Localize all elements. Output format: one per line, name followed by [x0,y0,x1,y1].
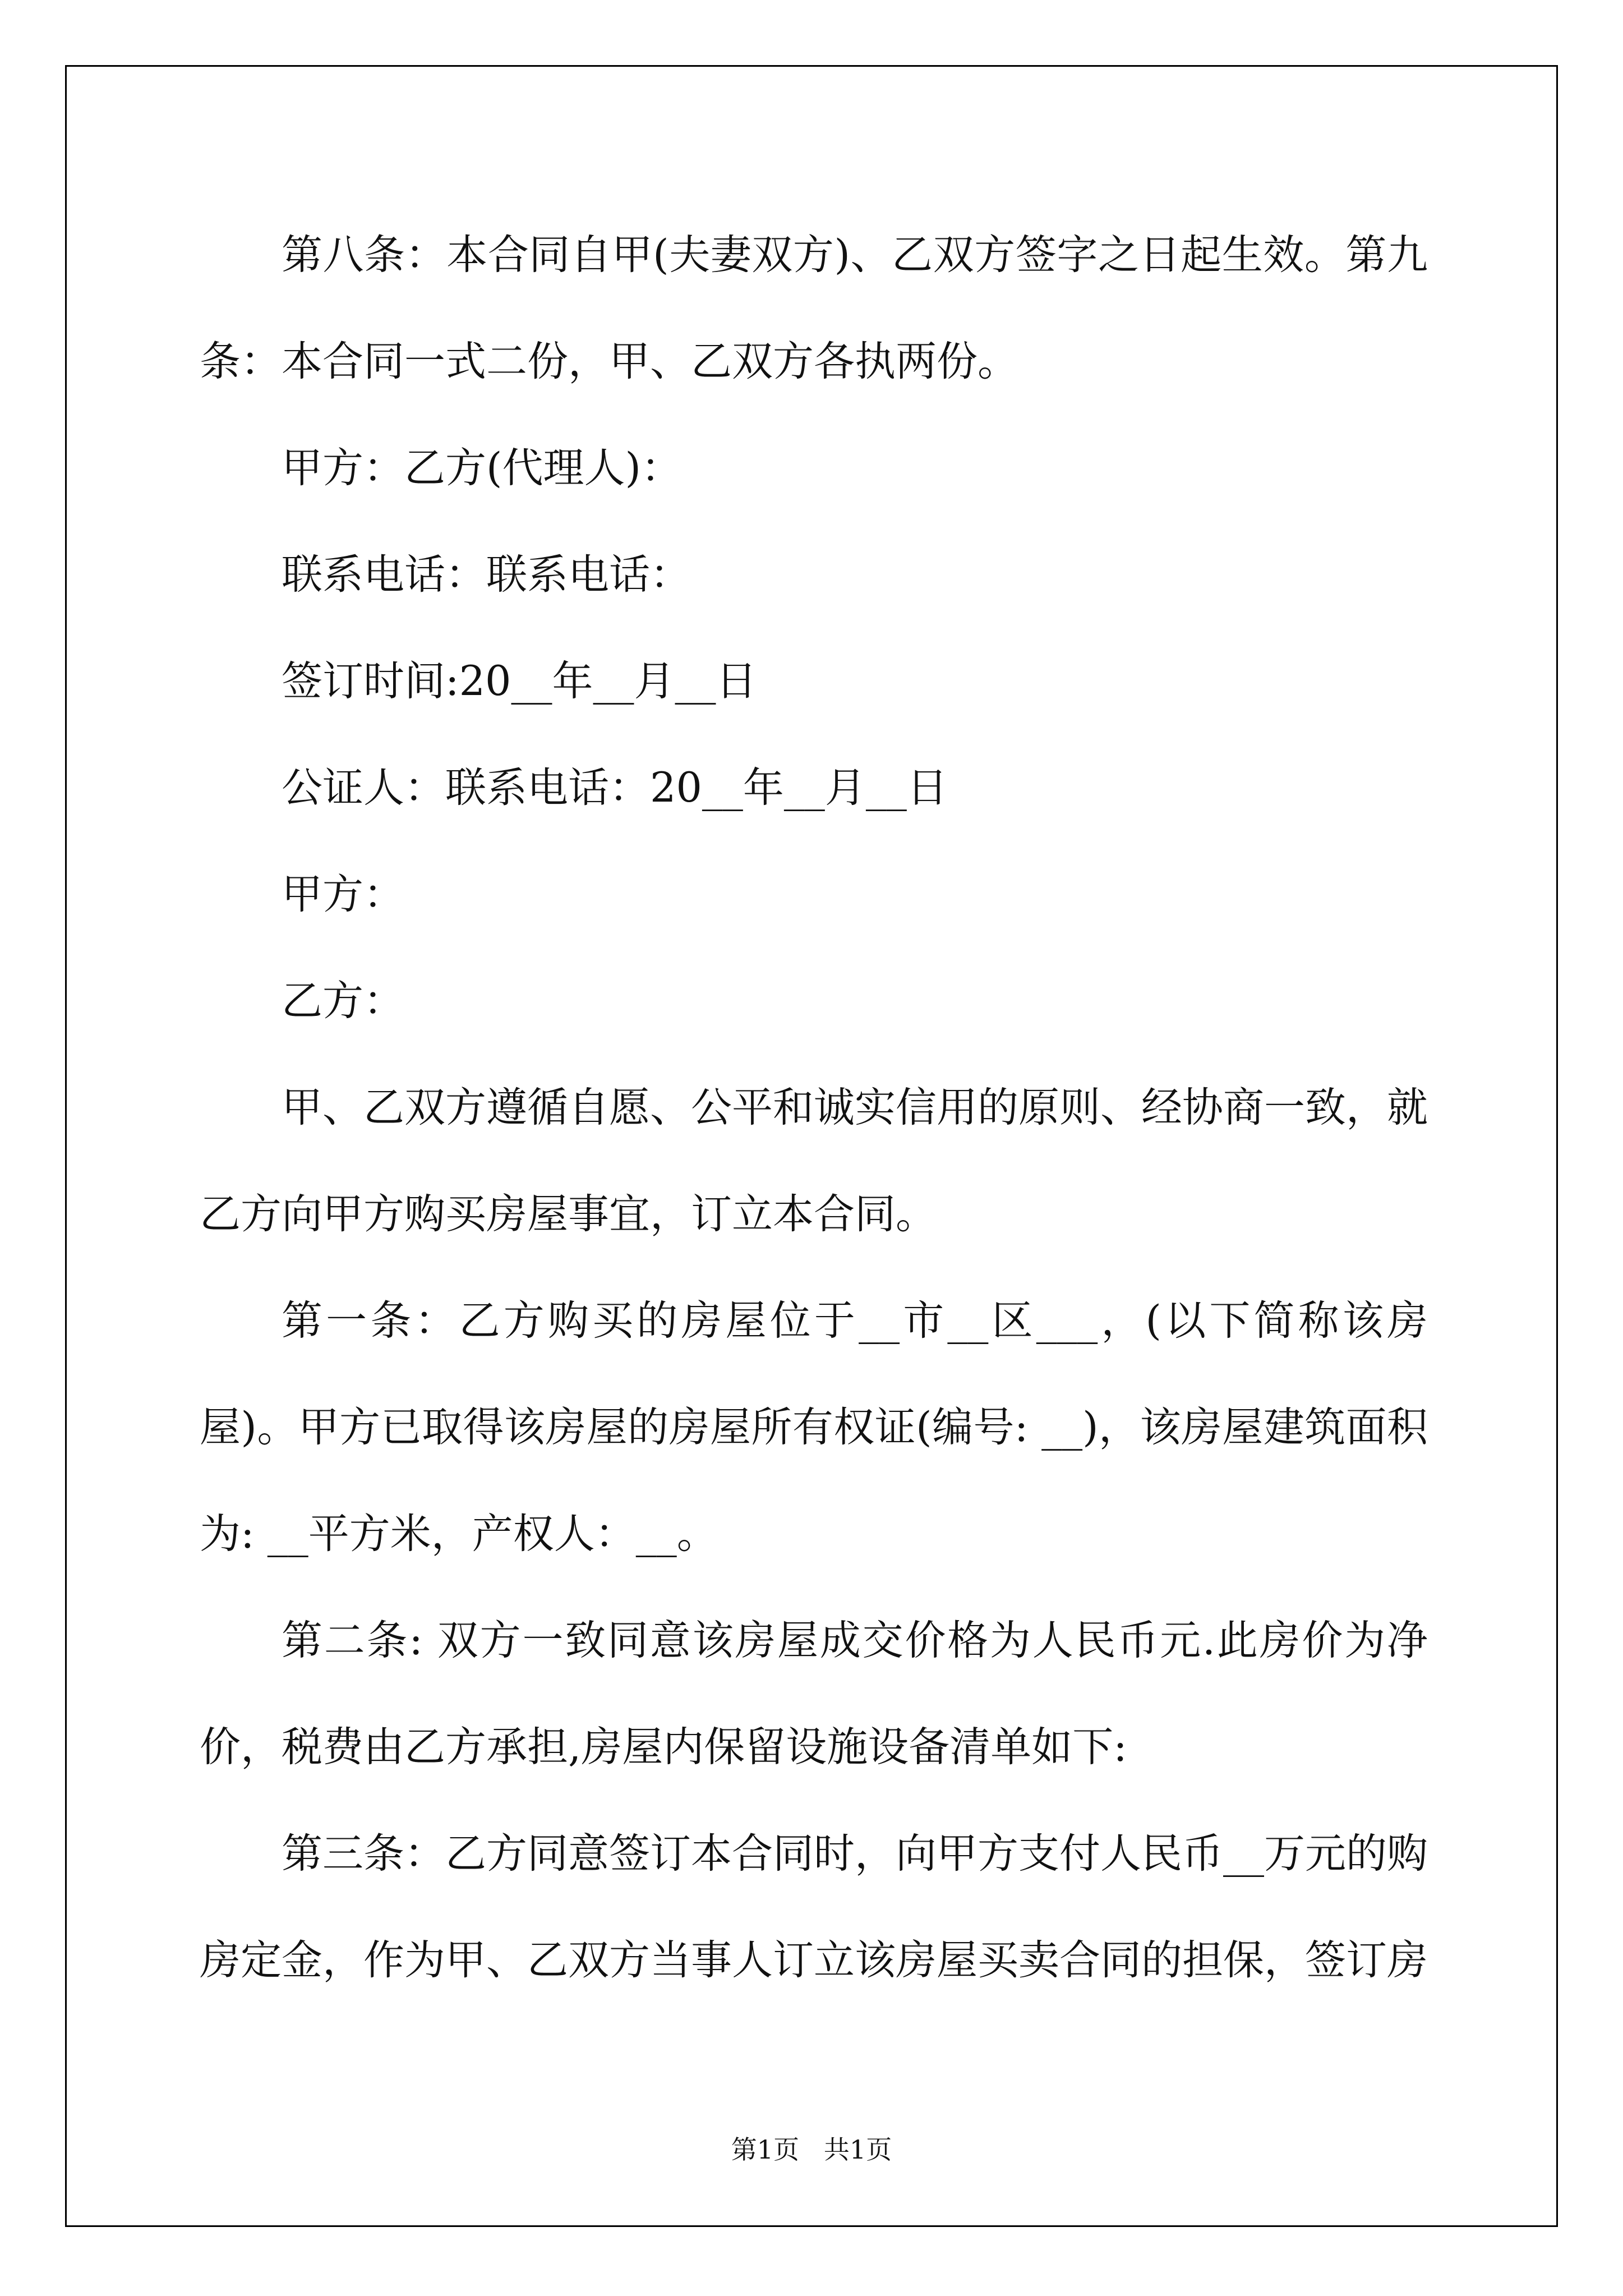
paragraph-contact-phones: 联系电话：联系电话： [282,551,691,599]
paragraph-article-1: 第一条：乙方购买的房屋位于__市__区___，(以下简称该房屋)。甲方已取得该房屋的房屋所有权证(编号: __)，该房屋建筑面积为: __平方米，产权人：__。 [200,1297,1428,1558]
paragraph-party-b: 乙方： [282,977,404,1025]
paragraph-article-8-9: 第八条：本合同自甲(夫妻双方)、乙双方签字之日起生效。第九条：本合同一式二份，甲、乙双方各执两份。 [200,231,1428,385]
page-number-footer: 第1页 共1页 [731,2134,892,2165]
paragraph-preamble: 甲、乙双方遵循自愿、公平和诚实信用的原则、经协商一致，就乙方向甲方购买房屋事宜，订立本合同。 [200,1084,1428,1238]
paragraph-party-a: 甲方： [282,871,404,918]
paragraph-notary: 公证人：联系电话：20__年__月__日 [282,764,948,812]
paragraph-signing-date: 签订时间:20__年__月__日 [282,657,757,705]
paragraph-party-signatures: 甲方：乙方(代理人)： [282,444,682,492]
document-body [200,202,1428,2014]
paragraph-article-2: 第二条: 双方一致同意该房屋成交价格为人民币元.此房价为净价，税费由乙方承担,房屋内保留设施设备清单如下: [200,1617,1428,1771]
paragraph-article-3: 第三条：乙方同意签订本合同时，向甲方支付人民币__万元的购房定金，作为甲、乙双方当事人订立该房屋买卖合同的担保，签订房 [200,1830,1428,1984]
